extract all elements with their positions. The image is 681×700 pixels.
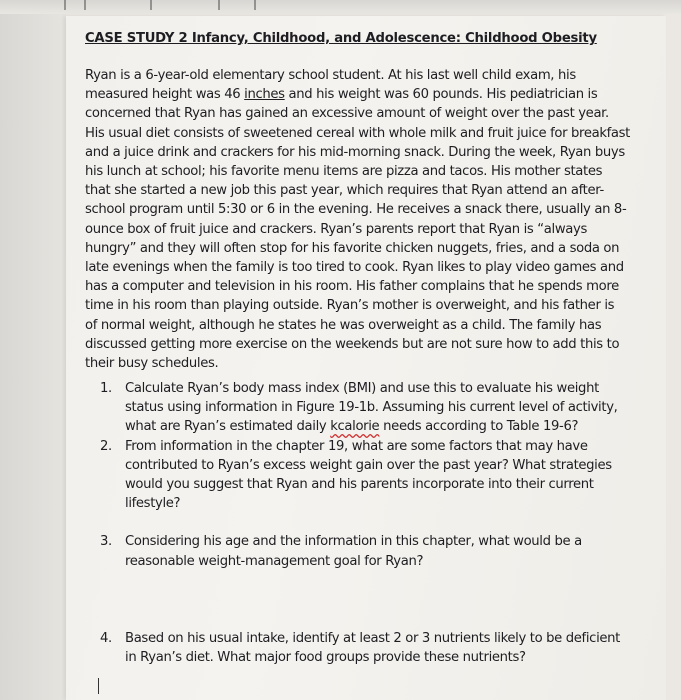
question-number: 2. bbox=[100, 438, 112, 454]
question-item[interactable] bbox=[100, 629, 620, 667]
question-list bbox=[100, 379, 620, 667]
question-number: 3. bbox=[100, 534, 112, 550]
question-number: 1. bbox=[100, 381, 112, 396]
page-left-margin bbox=[0, 14, 66, 700]
question-text: From information in the chapter 19, what are some factors that may have contributed to Ryan’s excess weight gain over the past year? What strategies would you suggest that Ryan and his parents incorporate into their current lifestyle? bbox=[125, 438, 612, 512]
question-number: 4. bbox=[100, 630, 112, 646]
question-text: Calculate Ryan’s body mass index (BMI) and use this to evaluate his weight status using information in Figure 19-1b. Assuming his current level of activity, what are Ryan’s estimated daily bbox=[125, 381, 618, 435]
case-description[interactable] bbox=[85, 66, 630, 373]
question-text: Based on his usual intake, identify at least 2 or 3 nutrients likely to be deficient in Ryan’s diet. What major food groups provide these nutrients? bbox=[125, 630, 620, 666]
toolbar-mark bbox=[84, 0, 86, 10]
question-text: Considering his age and the information in this chapter, what would be a reasonable weight-management goal for Ryan? bbox=[125, 534, 582, 569]
question-text-spellcheck: kcalorie bbox=[330, 419, 380, 435]
toolbar-mark bbox=[64, 0, 66, 10]
toolbar-mark bbox=[218, 0, 220, 10]
window-top-strip bbox=[0, 0, 681, 14]
toolbar-mark bbox=[150, 0, 152, 10]
text-cursor bbox=[98, 678, 99, 694]
question-text: needs according to Table 19-6? bbox=[379, 419, 579, 435]
question-item[interactable] bbox=[100, 379, 620, 437]
question-item[interactable] bbox=[100, 437, 620, 514]
case-text-underlined: inches bbox=[244, 87, 285, 103]
page-title: CASE STUDY 2 Infancy, Childhood, and Adolescence: Childhood Obesity bbox=[85, 31, 597, 46]
toolbar-mark bbox=[254, 0, 256, 10]
case-text-segment: Ryan is a 6-year-old elementary school student. At his last well child exam, his measured height was 46 bbox=[85, 68, 576, 103]
question-item[interactable] bbox=[100, 532, 620, 570]
case-text-segment: and his weight was 60 pounds. His pediatrician is concerned that Ryan has gained an excessive amount of weight over the past year. His usual diet consists of sweetened cereal with whole milk and fruit juice for breakfast and a juice drink and crackers for his mid-morning snack. During the week, Ryan buys his lunch at school; his favorite menu items are pizza and tacos. His mother states that she started a new job this past year, which requires that Ryan attend an after-school program until 5:30 or 6 in the evening. He receives a snack there, usually an 8-ounce box of fruit juice and crackers. Ryan’s parents report that Ryan is “always hungry” and they will often stop for his favorite chicken nuggets, fries, and a soda on late evenings when the family is too tired to cook. Ryan likes to play video games and has a computer and television in his room. His father complains that he spends more time in his room than playing outside. Ryan’s mother is overweight, and his father is of normal weight, although he states he was overweight as a child. The family has discussed getting more exercise on the weekends but are not sure how to add this to their busy schedules. bbox=[85, 87, 630, 372]
